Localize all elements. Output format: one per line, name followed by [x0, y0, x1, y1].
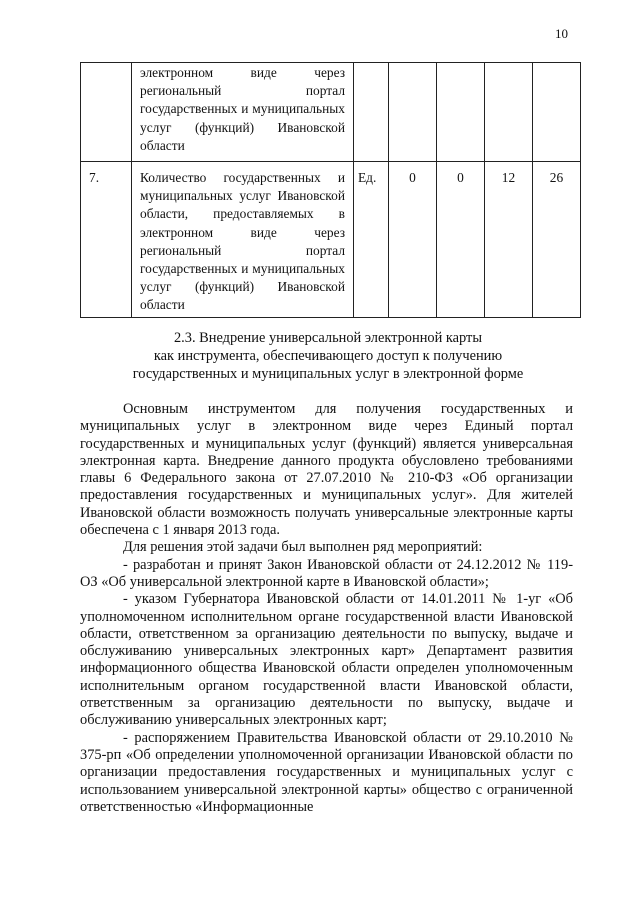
paragraph: - распоряжением Правительства Ивановской области от 29.10.2010 № 375-рп «Об определении уполномоченной организации Ивановской области по организации предоставления государственных и муниципальных услуг с использованием универсальной электронной карты» общество с ограниченной ответственностью «Информационные [80, 729, 573, 815]
table-cell-unit: Ед. [354, 162, 389, 318]
section-heading-line: 2.3. Внедрение универсальной электронной карты [173, 330, 483, 346]
section-heading-line: государственных и муниципальных услуг в электронной форме [132, 366, 524, 382]
paragraph: Для решения этой задачи был выполнен ряд мероприятий: [123, 539, 483, 556]
table-row [81, 162, 581, 318]
paragraph: Основным инструментом для получения государственных и муниципальных услуг в электронном виде через Единый портал государственных и муниципальных услуг (функций) является универсальная электронная карта. Внедрение данного продукта обусловлено требованиями главы 6 Федерального закона от 27.07.2010 № 210-ФЗ «Об организации предоставления государственных и муниципальных услуг». Для жителей Ивановской области возможность получать универсальные электронные карты обеспечена с 1 января 2013 года. [80, 401, 573, 539]
paragraph: - разработан и принят Закон Ивановской области от 24.12.2012 № 119-ОЗ «Об универсальной электронной карте в Ивановской области»; [80, 556, 573, 590]
table-cell-value [485, 63, 533, 162]
table-cell-value [437, 63, 485, 162]
table-cell-value: 0 [389, 162, 437, 318]
table-cell-name: электронном виде через региональный портал государственных и муниципальных услуг (функций) Ивановской области [132, 63, 354, 162]
table-cell-name: Количество государственных и муниципальных услуг Ивановской области, предоставляемых в электронном виде через региональный портал государственных и муниципальных услуг (функций) Ивановской области [132, 162, 354, 318]
table-cell-unit [354, 63, 389, 162]
section-heading [80, 329, 576, 383]
table-cell-number [81, 63, 132, 162]
table-cell-value: 0 [437, 162, 485, 318]
indicators-table [80, 62, 581, 318]
table-row [81, 63, 581, 162]
body-text [80, 401, 573, 816]
table-cell-value: 12 [485, 162, 533, 318]
table-cell-value [533, 63, 581, 162]
table-cell-value: 26 [533, 162, 581, 318]
section-heading-line: как инструмента, обеспечивающего доступ к получению [153, 348, 503, 364]
table-cell-value [389, 63, 437, 162]
table-cell-number: 7. [81, 162, 132, 318]
paragraph: - указом Губернатора Ивановской области от 14.01.2011 № 1-уг «Об уполномоченном исполнительном органе государственной власти Ивановской области, ответственном за организацию деятельности по выпуску, выдаче и обслуживанию универсальных электронных карт» Департамент развития информационного общества Ивановской области определен уполномоченным исполнительным органом государственной власти Ивановской области, ответственным за организацию деятельности по выпуску, выдаче и обслуживанию универсальных электронных карт; [80, 591, 573, 729]
page-number: 10 [555, 26, 568, 41]
